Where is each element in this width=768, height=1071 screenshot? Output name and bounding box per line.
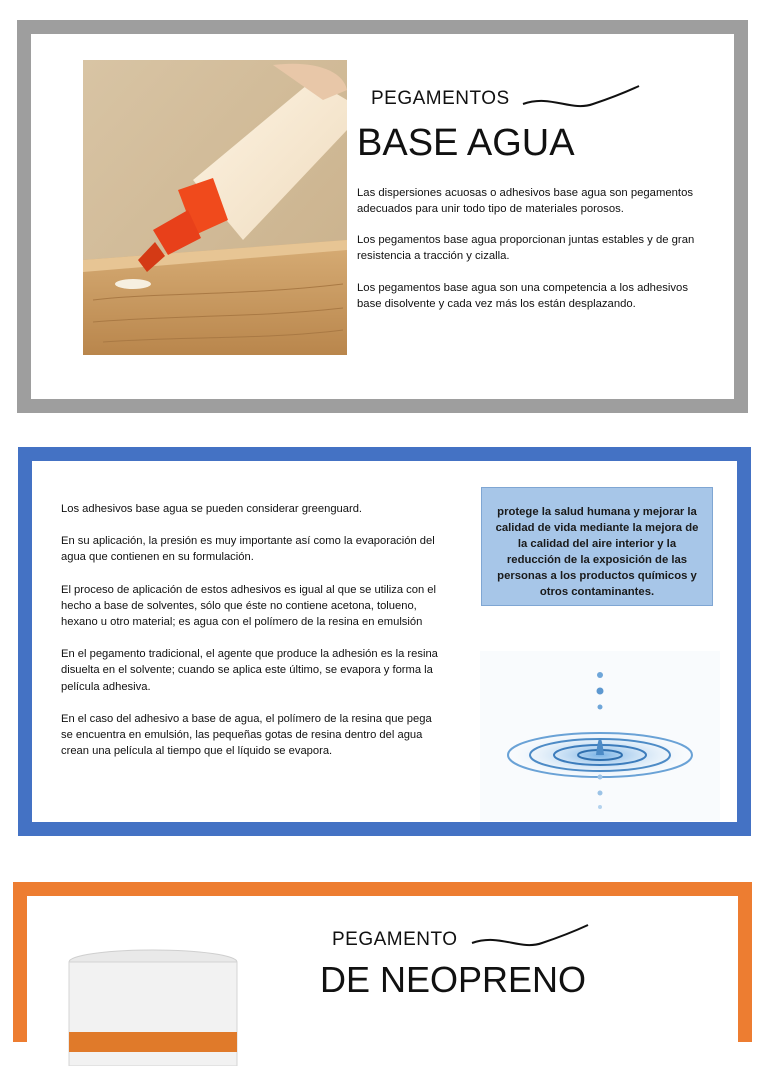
slide-content <box>31 34 734 399</box>
intro-text <box>357 186 707 328</box>
paragraph: En su aplicación, la presión es muy importante así como la evaporación del agua que contienen en su formulación. <box>61 535 435 564</box>
slide-content <box>32 461 737 822</box>
section-kicker: PEGAMENTO <box>332 929 458 950</box>
swoosh-decoration <box>470 923 590 951</box>
page-title: DE NEOPRENO <box>320 959 587 1000</box>
slide-neopreno <box>13 882 752 1042</box>
greenguard-callout: protege la salud humana y mejorar la calidad de vida mediante la mejora de la calidad del aire interior y la reducción de la exposición de las personas a los productos químicos y otros contaminantes. <box>481 487 713 606</box>
paragraph: En el caso del adhesivo a base de agua, el polímero de la resina que pega se encuentra en emulsión, las pequeñas gotas de resina dentro del agua crean una película al tiempo que el líquido se evapora. <box>61 712 432 758</box>
details-text <box>61 501 446 775</box>
paragraph: Los pegamentos base agua son una competencia a los adhesivos base disolvente y cada vez más los están desplazando. <box>357 281 688 310</box>
slide-base-agua <box>17 20 748 413</box>
swoosh-decoration <box>521 84 641 112</box>
adhesive-can-photo <box>67 946 239 1066</box>
paragraph: El proceso de aplicación de estos adhesivos es igual al que se utiliza con el hecho a base de solventes, sólo que éste no contiene acetona, tolueno, hexano u otro material; es agua con el polímero de la resina en emulsión <box>61 583 437 629</box>
paragraph: Las dispersiones acuosas o adhesivos base agua son pegamentos adecuados para unir todo tipo de materiales porosos. <box>357 187 693 215</box>
page-title: BASE AGUA <box>357 122 575 164</box>
water-drop-illustration <box>480 651 720 821</box>
slide-content <box>27 896 738 1056</box>
paragraph: Los pegamentos base agua proporcionan juntas estables y de gran resistencia a tracción y cizalla. <box>357 234 695 263</box>
paragraph: Los adhesivos base agua se pueden considerar greenguard. <box>61 503 363 515</box>
section-kicker: PEGAMENTOS <box>371 88 510 109</box>
glue-bottle-photo <box>83 60 347 355</box>
paragraph: En el pegamento tradicional, el agente que produce la adhesión es la resina disuelta en el solvente; cuando se aplica este último, se evapora y forma la película adhesiva. <box>61 648 438 693</box>
slide-details <box>18 447 751 836</box>
